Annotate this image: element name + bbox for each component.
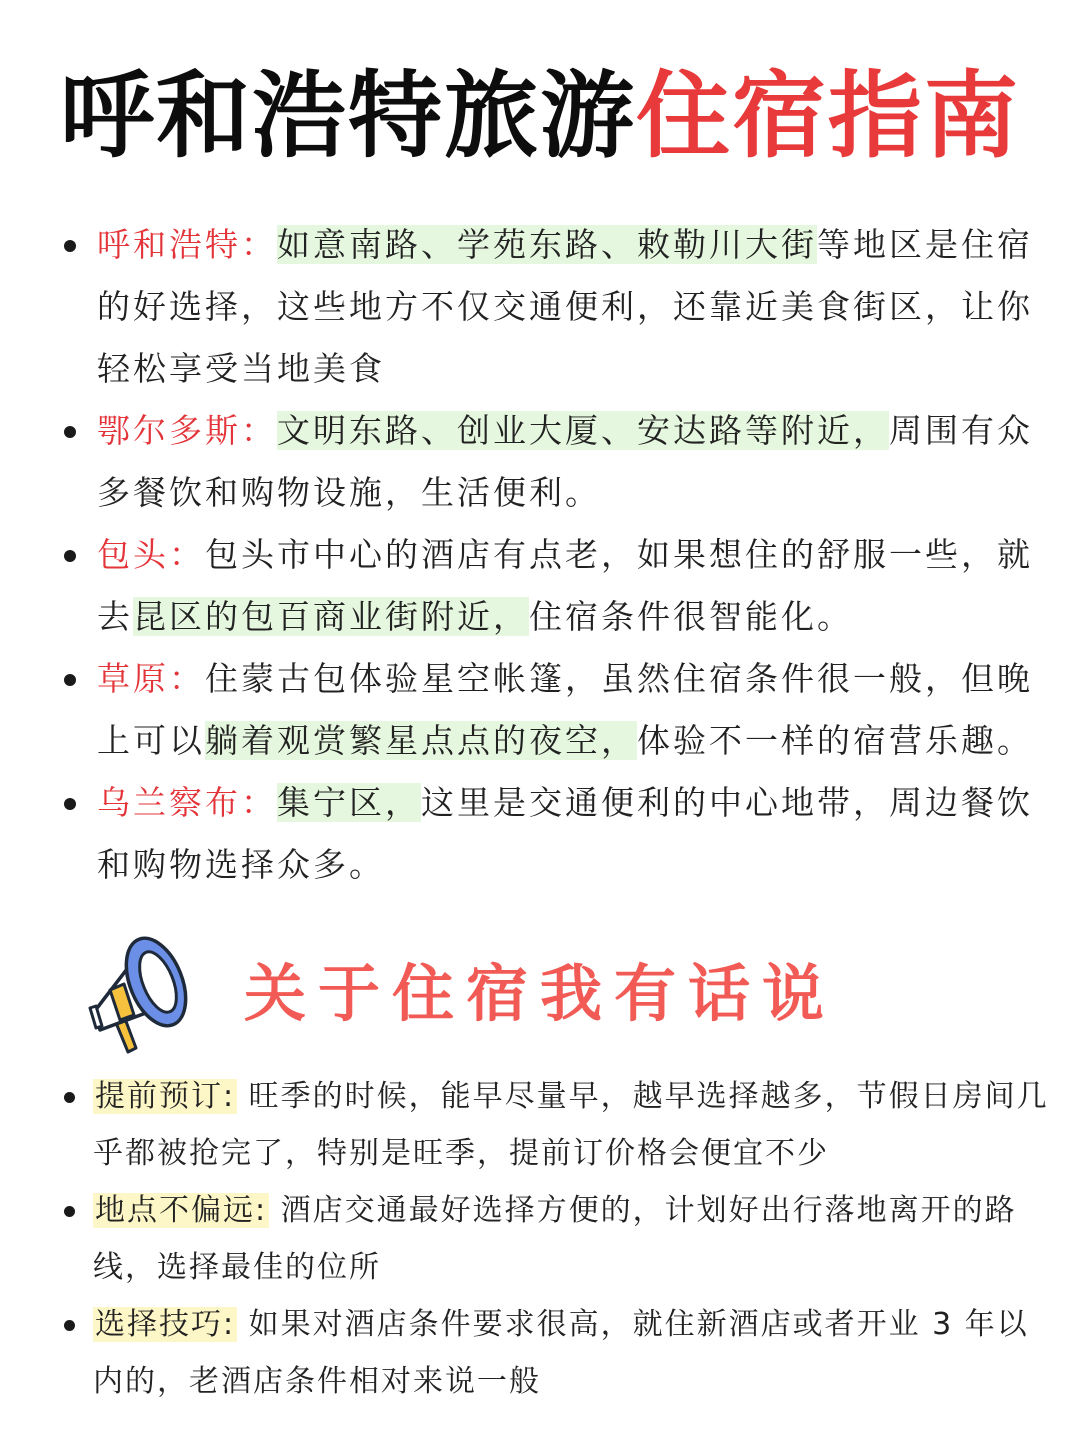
bullet-dot (64, 550, 76, 562)
tip-label: 选择技巧: (95, 1307, 236, 1342)
area-item-baotou (60, 524, 1055, 648)
page-title (0, 62, 1080, 172)
tip-item-location (60, 1182, 1050, 1296)
area-text: 这里是交通便利的中心地带，周边餐饮和购物选择众多。 (97, 783, 1033, 884)
bullet-dot (64, 798, 76, 810)
tip-item-book-early (60, 1068, 1050, 1182)
area-item-ulanqab (60, 772, 1055, 896)
tip-item-selection (60, 1296, 1050, 1410)
area-highlight: 如意南路、学苑东路、敕勒川大街 (277, 225, 817, 264)
area-text: 住宿条件很智能化。 (529, 597, 853, 636)
area-label: 鄂尔多斯： (97, 411, 277, 450)
area-label: 乌兰察布： (97, 783, 277, 822)
tip-label: 提前预订: (95, 1079, 236, 1114)
bullet-dot (64, 240, 76, 252)
area-highlight: 昆区的包百商业街附近， (133, 597, 529, 636)
area-label: 呼和浩特： (97, 225, 277, 264)
area-highlight: 集宁区， (277, 783, 421, 822)
tip-text: 如果对酒店条件要求很高，就住新酒店或者开业 3 年以内的，老酒店条件相对来说一般 (93, 1307, 1029, 1399)
area-highlight: 躺着观赏繁星点点的夜空， (205, 721, 637, 760)
area-item-ordos (60, 400, 1055, 524)
bullet-dot (64, 1206, 75, 1217)
bullet-dot (64, 426, 76, 438)
bullet-dot (64, 1320, 75, 1331)
area-highlight: 文明东路、创业大厦、安达路等附近， (277, 411, 889, 450)
megaphone-icon (84, 930, 194, 1055)
area-label: 草原： (97, 659, 205, 698)
tip-text: 旺季的时候，能早尽量早，越早选择越多，节假日房间几乎都被抢完了，特别是旺季，提前订价格会便宜不少 (93, 1079, 1049, 1171)
area-label: 包头： (97, 535, 205, 574)
area-text: 周围有众多餐饮和购物设施，生活便利。 (97, 411, 1033, 512)
title-part-black: 呼和浩特旅游 (59, 62, 636, 171)
area-text-before: 住蒙古包体验星空帐篷，虽然住宿条件很一般，但晚上可以 (97, 659, 1033, 760)
bullet-dot (64, 674, 76, 686)
area-list (60, 214, 1055, 896)
area-text: 体验不一样的宿营乐趣。 (637, 721, 1033, 760)
area-text: 等地区是住宿的好选择，这些地方不仅交通便利，还靠近美食街区，让你轻松享受当地美食 (97, 225, 1033, 388)
tip-text: 酒店交通最好选择方便的，计划好出行落地离开的路线，选择最佳的位所 (93, 1193, 1017, 1285)
title-part-red: 住宿指南 (636, 62, 1021, 171)
bullet-dot (64, 1092, 75, 1103)
tip-label: 地点不偏远: (95, 1193, 268, 1228)
area-item-grassland (60, 648, 1055, 772)
tips-list (60, 1068, 1050, 1410)
area-text-before: 包头市中心的酒店有点老，如果想住的舒服一些，就去 (97, 535, 1033, 636)
area-item-hohhot (60, 214, 1055, 400)
section-title: 关于住宿我有话说 (244, 957, 837, 1030)
section-header (84, 930, 984, 1060)
